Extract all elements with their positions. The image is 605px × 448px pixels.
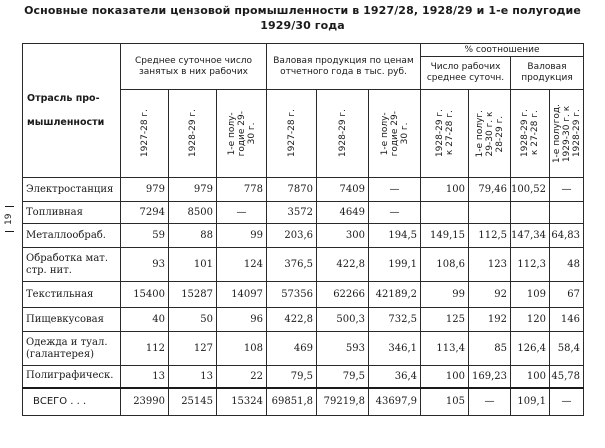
- table-cell: 112,3: [511, 248, 550, 282]
- table-cell: 4649: [317, 202, 369, 224]
- col-label: 1927-28 г.: [121, 90, 169, 178]
- table-cell: 125: [421, 308, 469, 332]
- table-cell: 7870: [267, 178, 317, 202]
- table-cell: 192: [469, 308, 511, 332]
- header-branch: Отрасль про- мышленности: [23, 44, 121, 178]
- table-title-line-2: 1929/30 года: [260, 19, 345, 32]
- table-cell: 22: [217, 366, 267, 388]
- table-cell: 120: [511, 308, 550, 332]
- total-cell: 25145: [169, 388, 217, 416]
- table-cell: 15400: [121, 282, 169, 308]
- table-cell: 48: [550, 248, 584, 282]
- table-cell: 194,5: [369, 224, 421, 248]
- table-row: [23, 248, 584, 282]
- table-cell: 92: [469, 282, 511, 308]
- table-row: [23, 366, 584, 388]
- table-cell: 101: [169, 248, 217, 282]
- total-row: [23, 388, 584, 416]
- table-cell: 42189,2: [369, 282, 421, 308]
- page-number-mark: [2, 206, 16, 236]
- table-cell: 67: [550, 282, 584, 308]
- table-cell: [469, 202, 511, 224]
- table-cell: 99: [421, 282, 469, 308]
- table-cell: 169,23: [469, 366, 511, 388]
- table-cell: —: [217, 202, 267, 224]
- table-cell: 500,3: [317, 308, 369, 332]
- col-label: 1928-29 г. к 27-28 г.: [421, 90, 469, 178]
- table-cell: —: [369, 178, 421, 202]
- total-cell: 15324: [217, 388, 267, 416]
- col-label: 1-е полуг. 29-30 г. к 28-29 г.: [469, 90, 511, 178]
- table-cell: [421, 202, 469, 224]
- table-row: [23, 224, 584, 248]
- table-cell: —: [550, 178, 584, 202]
- table-cell: 123: [469, 248, 511, 282]
- col-label: 1-е полу- годие 29- 30 г.: [217, 90, 267, 178]
- table-cell: 93: [121, 248, 169, 282]
- table-cell: 422,8: [317, 248, 369, 282]
- header-percent-workers: Число рабочих среднее суточн.: [421, 57, 511, 90]
- table-cell: 64,83: [550, 224, 584, 248]
- row-label: Полиграфическ.: [23, 366, 121, 388]
- row-label: Одежда и туал. (галантерея): [23, 332, 121, 366]
- header-percent-group: % соотношение: [421, 44, 584, 57]
- table-cell: 149,15: [421, 224, 469, 248]
- col-label: 1927-28 г.: [267, 90, 317, 178]
- total-cell: 43697,9: [369, 388, 421, 416]
- table-cell: 469: [267, 332, 317, 366]
- table-cell: [550, 202, 584, 224]
- total-cell: —: [550, 388, 584, 416]
- table-cell: 85: [469, 332, 511, 366]
- table-cell: 778: [217, 178, 267, 202]
- table-cell: 593: [317, 332, 369, 366]
- table-cell: 422,8: [267, 308, 317, 332]
- table-cell: 346,1: [369, 332, 421, 366]
- table-cell: 45,78: [550, 366, 584, 388]
- row-label: Обработка мат. стр. нит.: [23, 248, 121, 282]
- table-cell: 127: [169, 332, 217, 366]
- table-cell: 112,5: [469, 224, 511, 248]
- table-cell: 40: [121, 308, 169, 332]
- total-cell: 105: [421, 388, 469, 416]
- total-cell: 109,1: [511, 388, 550, 416]
- table-cell: 124: [217, 248, 267, 282]
- table-cell: 79,46: [469, 178, 511, 202]
- table-row: [23, 332, 584, 366]
- table-cell: 108: [217, 332, 267, 366]
- table-cell: 88: [169, 224, 217, 248]
- table-cell: 8500: [169, 202, 217, 224]
- row-label: Электростанция: [23, 178, 121, 202]
- table-cell: 109: [511, 282, 550, 308]
- table-cell: 203,6: [267, 224, 317, 248]
- header-output-group: Валовая продукция по ценам отчетного года в тыс. руб.: [267, 44, 421, 90]
- header-percent-output: Валовая продукция: [511, 57, 584, 90]
- table-cell: 79,5: [267, 366, 317, 388]
- total-cell: 69851,8: [267, 388, 317, 416]
- table-cell: 108,6: [421, 248, 469, 282]
- row-label: Пищевкусовая: [23, 308, 121, 332]
- table-cell: 113,4: [421, 332, 469, 366]
- table-cell: 36,4: [369, 366, 421, 388]
- total-cell: —: [469, 388, 511, 416]
- page-mark-dash-top: [5, 206, 14, 207]
- table-cell: 300: [317, 224, 369, 248]
- table-cell: 79,5: [317, 366, 369, 388]
- table-cell: 99: [217, 224, 267, 248]
- table-row: [23, 178, 584, 202]
- table-cell: 147,34: [511, 224, 550, 248]
- header-workers-group: Среднее суточное число занятых в них рабочих: [121, 44, 267, 90]
- table-cell: 7294: [121, 202, 169, 224]
- table-cell: 979: [121, 178, 169, 202]
- table-cell: 100: [511, 366, 550, 388]
- col-label: 1-е полу- годие 29- 30 г.: [369, 90, 421, 178]
- table-cell: 50: [169, 308, 217, 332]
- table-cell: 732,5: [369, 308, 421, 332]
- statistics-table: [22, 43, 584, 416]
- table-cell: 979: [169, 178, 217, 202]
- table-cell: 100,52: [511, 178, 550, 202]
- table-row: [23, 308, 584, 332]
- table-cell: 7409: [317, 178, 369, 202]
- table-title-line-1: Основные показатели цензовой промышленности в 1927/28, 1928/29 и 1-е полугодие: [24, 4, 581, 17]
- table-cell: 15287: [169, 282, 217, 308]
- table-cell: —: [369, 202, 421, 224]
- col-label: 1928-29 г.: [169, 90, 217, 178]
- total-cell: 23990: [121, 388, 169, 416]
- table-cell: 14097: [217, 282, 267, 308]
- table-title: [0, 3, 605, 33]
- total-cell: 79219,8: [317, 388, 369, 416]
- table-cell: 112: [121, 332, 169, 366]
- total-label: ВСЕГО . . .: [23, 388, 121, 416]
- table-cell: [511, 202, 550, 224]
- table-cell: 62266: [317, 282, 369, 308]
- table-cell: 100: [421, 366, 469, 388]
- table-row: [23, 282, 584, 308]
- table-cell: 376,5: [267, 248, 317, 282]
- table-row: [23, 202, 584, 224]
- table-cell: 57356: [267, 282, 317, 308]
- col-label: 1928-29 г.: [317, 90, 369, 178]
- page-number: 19: [4, 213, 14, 225]
- table-cell: 96: [217, 308, 267, 332]
- table-cell: 126,4: [511, 332, 550, 366]
- page-mark-dash-bottom: [5, 231, 14, 232]
- table-cell: 100: [421, 178, 469, 202]
- table-cell: 59: [121, 224, 169, 248]
- table-cell: 13: [121, 366, 169, 388]
- col-label: 1-е полугод. 1929-30 г. к 1928-29 г.: [550, 90, 584, 178]
- table-cell: 58,4: [550, 332, 584, 366]
- row-label: Текстильная: [23, 282, 121, 308]
- col-label: 1928-29 г. к 27-28 г.: [511, 90, 550, 178]
- row-label: Топливная: [23, 202, 121, 224]
- table-cell: 13: [169, 366, 217, 388]
- table-cell: 3572: [267, 202, 317, 224]
- table-cell: 199,1: [369, 248, 421, 282]
- row-label: Металлообраб.: [23, 224, 121, 248]
- table-cell: 146: [550, 308, 584, 332]
